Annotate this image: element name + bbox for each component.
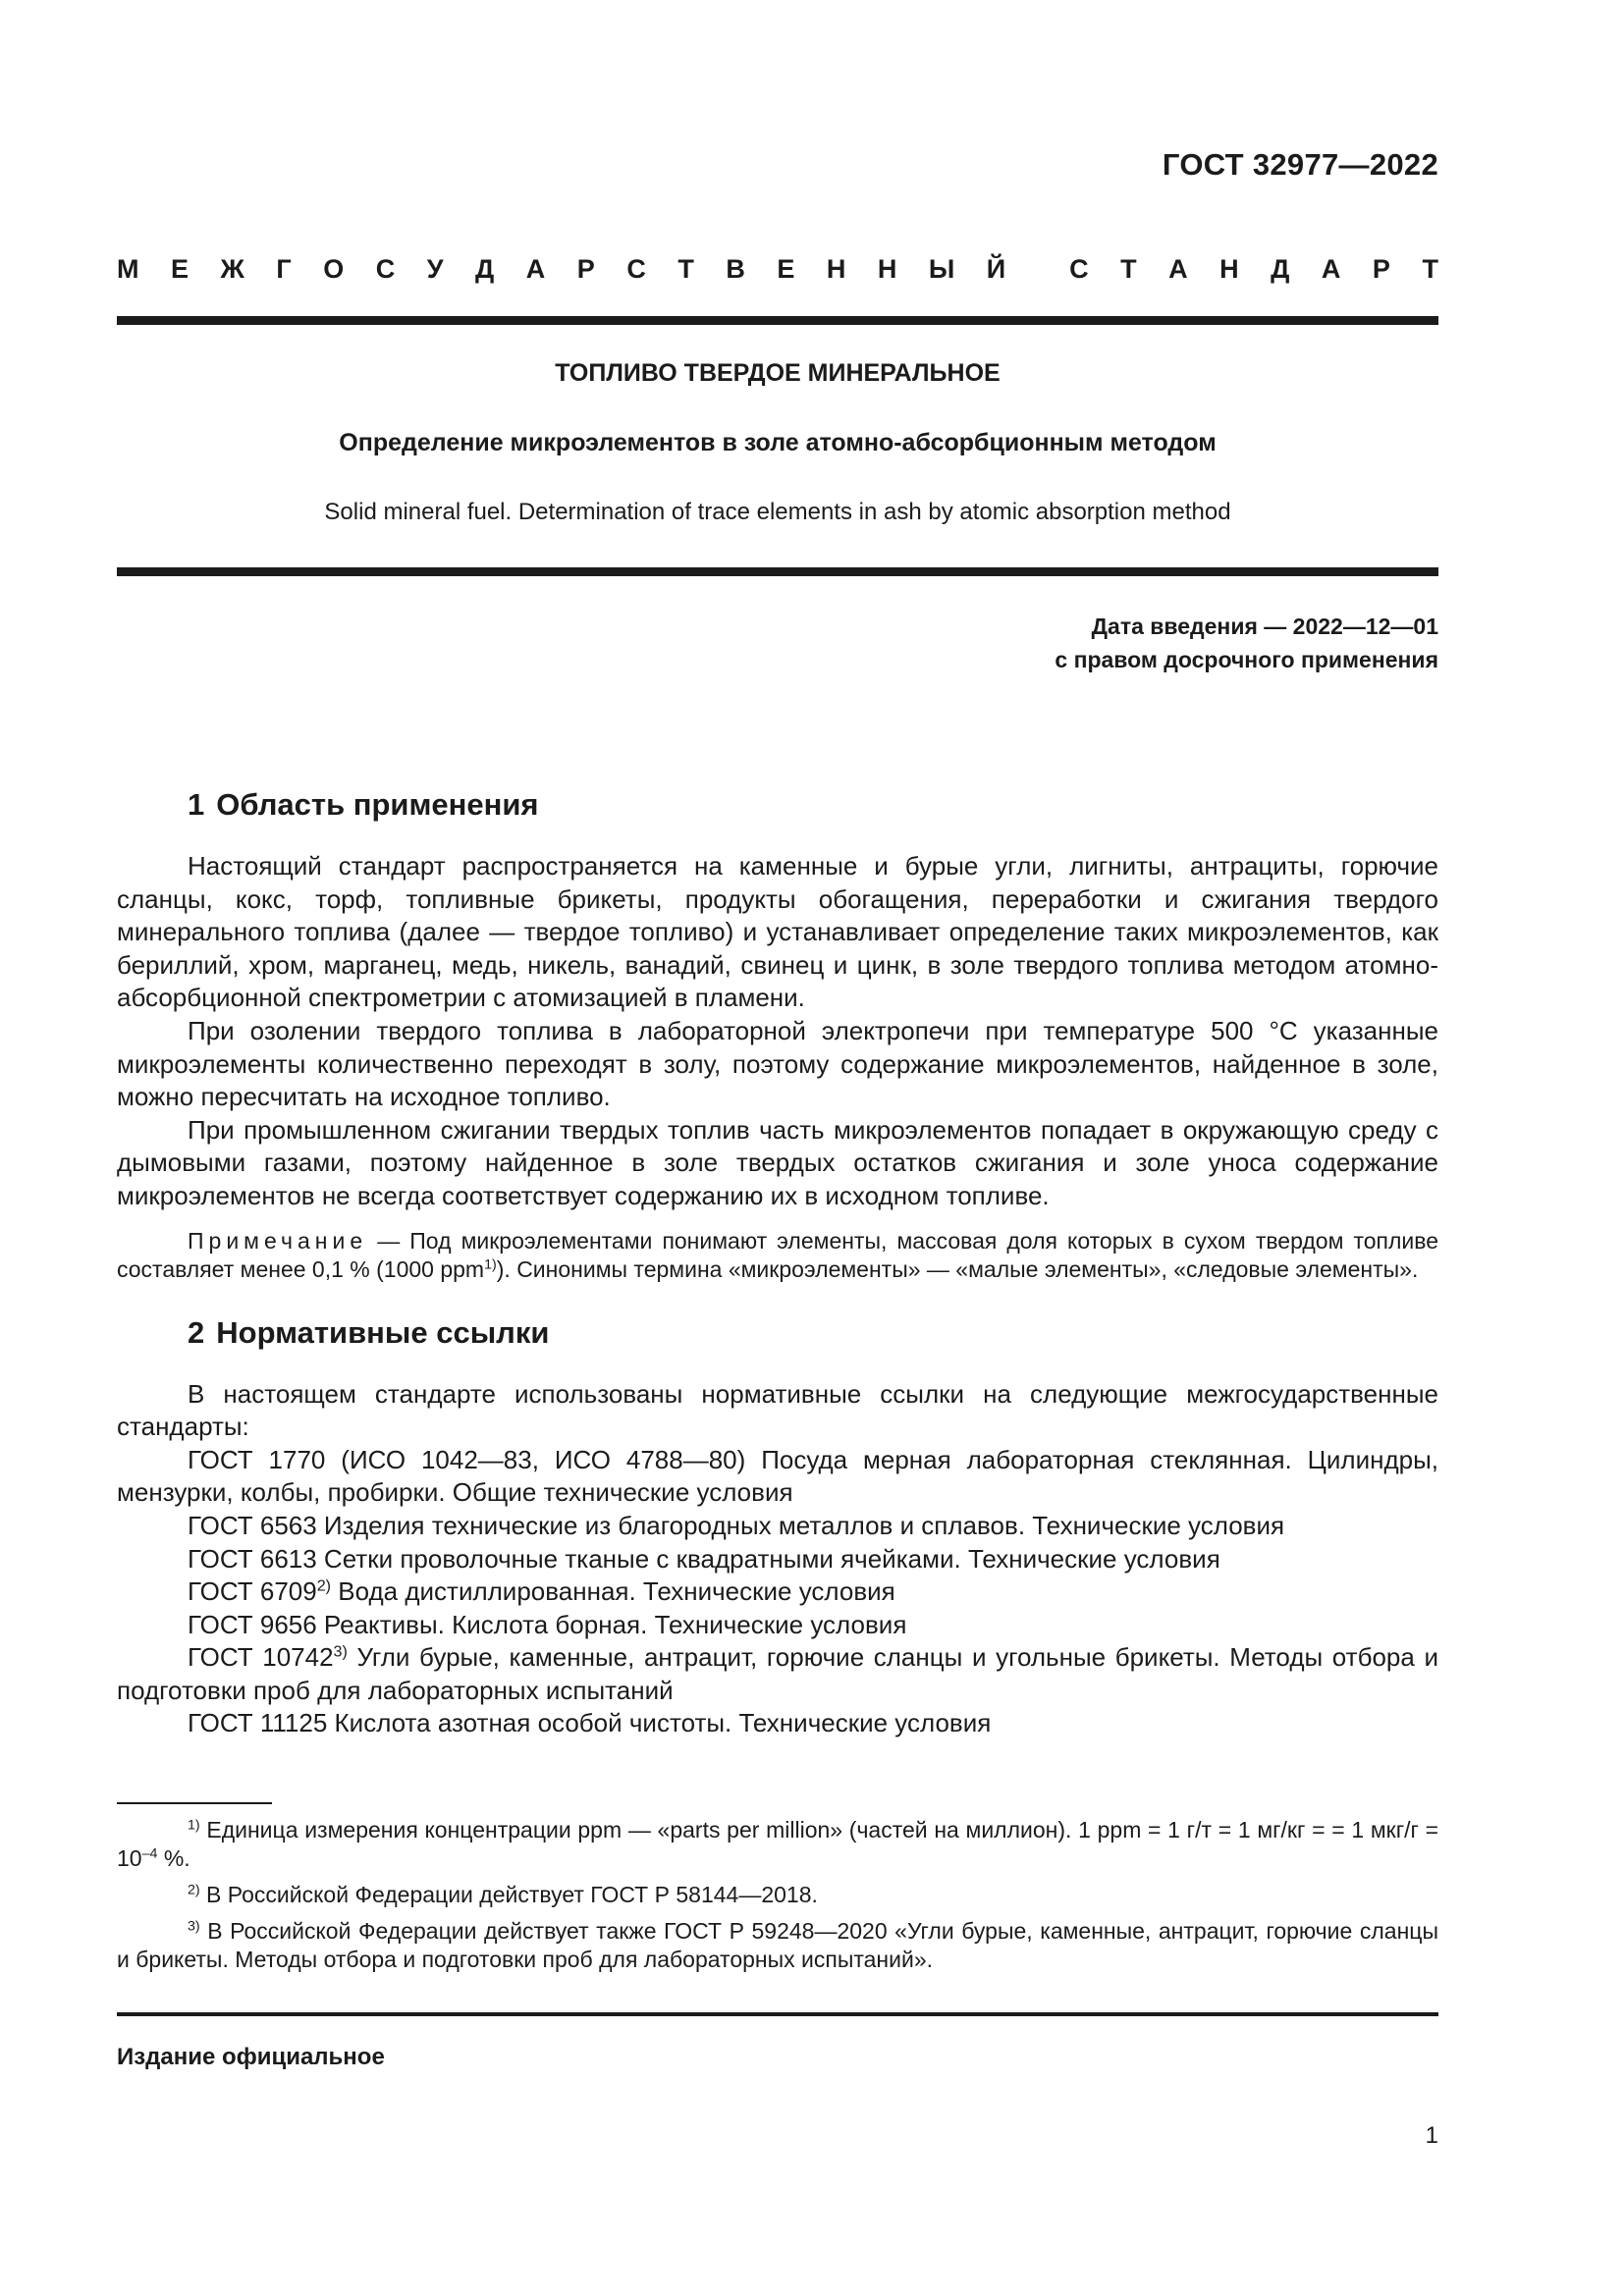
section-heading-scope xyxy=(188,785,1438,825)
document-title: ТОПЛИВО ТВЕРДОЕ МИНЕРАЛЬНОЕ xyxy=(555,359,1001,387)
standard-type-letter: А xyxy=(1321,254,1341,284)
standard-type-letter: В xyxy=(726,254,745,284)
official-edition-label: Издание официальное xyxy=(117,2044,385,2070)
standard-type-letter: Д xyxy=(475,254,495,284)
section-number: 2 xyxy=(188,1314,205,1350)
section-title: Нормативные ссылки xyxy=(216,1314,550,1350)
normative-reference xyxy=(117,1510,1438,1543)
standard-type-heading xyxy=(117,254,1438,285)
note-label: Примечание xyxy=(188,1227,368,1254)
standard-type-letter: Р xyxy=(1372,254,1390,284)
standard-type-letter: Н xyxy=(877,254,897,284)
reference-title: Вода дистиллированная. Технические условия xyxy=(331,1576,895,1607)
normative-reference xyxy=(117,1641,1438,1707)
document-number: ГОСТ 32977—2022 xyxy=(1162,147,1438,182)
document-title-english: Solid mineral fuel. Determination of trace elements in ash by atomic absorption method xyxy=(324,499,1231,525)
introduction-date: Дата введения — 2022—12—01 xyxy=(1091,614,1438,639)
footer-divider xyxy=(117,2012,1438,2016)
note-text: — Под микроэлементами понимают элементы, массовая доля которых в сухом твердом топливе составляет менее 0,1 % (1000 ppm xyxy=(117,1227,1438,1282)
section-title: Область применения xyxy=(216,787,539,822)
normative-reference xyxy=(117,1609,1438,1642)
footnote-reference: 3) xyxy=(333,1642,348,1661)
footnote-text: Единица измерения концентрации ppm — «parts per million» (частей на миллион). 1 ppm = 1 г/т = 1 мг/кг = = 1 мкг/г = 10 xyxy=(117,1817,1438,1871)
reference-title: Кислота азотная особой чистоты. Технические условия xyxy=(327,1708,992,1738)
section-number: 1 xyxy=(188,787,205,822)
reference-code: ГОСТ 1770 xyxy=(188,1444,326,1474)
normative-reference xyxy=(117,1707,1438,1740)
footnote-separator xyxy=(117,1802,272,1804)
footnote-text: %. xyxy=(157,1845,190,1871)
footnote-mark: 2) xyxy=(188,1882,200,1898)
standard-type-letter: Т xyxy=(677,254,694,284)
paragraph: При озолении твердого топлива в лабораторной электропечи при температуре 500 °С указанные микроэлементы количественно переходят в золу, поэтому содержание микроэлементов, найденное в золе, можно пересчитать на исходное топливо. xyxy=(117,1015,1438,1112)
header-divider xyxy=(117,316,1438,325)
reference-title: Изделия технические из благородных металлов и сплавов. Технические условия xyxy=(316,1510,1285,1540)
footnote-text: В Российской Федерации действует ГОСТ Р 58144—2018. xyxy=(199,1882,818,1907)
standard-type-letter: Г xyxy=(276,254,292,284)
paragraph: Настоящий стандарт распространяется на каменные и бурые угли, лигниты, антрациты, горючие сланцы, кокс, торф, топливные брикеты, продукты обогащения, переработки и сжигания твердого минерального топлива (далее — твердое топливо) и устанавливает определение таких микроэлементов, как бериллий, хром, марганец, медь, никель, ванадий, свинец и цинк, в золе твердого топлива методом атомно-абсорбционной спектрометрии с атомизацией в пламени. xyxy=(117,851,1438,1013)
footnote-mark: 3) xyxy=(188,1918,200,1935)
standard-type-letter: М xyxy=(117,254,139,284)
standard-type-letter: А xyxy=(525,254,546,284)
standard-type-letter: С xyxy=(1069,254,1089,284)
standard-type-letter: Е xyxy=(777,254,795,284)
reference-code: ГОСТ 9656 xyxy=(188,1609,317,1639)
standard-type-letter: Н xyxy=(1219,254,1239,284)
reference-title: Реактивы. Кислота борная. Технические условия xyxy=(316,1609,907,1639)
standard-type-letter: Т xyxy=(1422,254,1438,284)
standard-type-letter: С xyxy=(375,254,396,284)
standard-type-letter: Н xyxy=(826,254,846,284)
standard-type-letter: Т xyxy=(1120,254,1137,284)
standard-type-letter: А xyxy=(1168,254,1188,284)
reference-title: Сетки проволочные тканые с квадратными ячейками. Технические условия xyxy=(316,1543,1220,1574)
standard-type-letter: О xyxy=(323,254,345,284)
footnote-mark: 1) xyxy=(188,1817,200,1834)
page-number: 1 xyxy=(1425,2122,1438,2149)
document-body xyxy=(117,785,1438,1740)
standard-type-letter: У xyxy=(426,254,444,284)
document-subtitle: Определение микроэлементов в золе атомно-абсорбционным методом xyxy=(339,429,1217,456)
reference-code: ГОСТ 6613 xyxy=(188,1543,317,1574)
reference-code: ГОСТ 11125 xyxy=(188,1708,328,1738)
note xyxy=(117,1227,1438,1284)
early-application-note: с правом досрочного применения xyxy=(1055,647,1438,672)
paragraph: В настоящем стандарте использованы нормативные ссылки на следующие межгосударственные стандарты: xyxy=(117,1378,1438,1442)
normative-reference xyxy=(117,1444,1438,1510)
standard-type-letter: С xyxy=(626,254,646,284)
normative-reference xyxy=(117,1543,1438,1576)
footnote-text: В Российской Федерации действует также ГОСТ Р 59248—2020 «Угли бурые, каменные, антрацит, горючие сланцы и брикеты. Методы отбора и подготовки проб для лабораторных испытаний». xyxy=(117,1918,1438,1972)
introduction-date-block xyxy=(1055,610,1438,676)
footnotes xyxy=(117,1816,1438,1982)
reference-title: (ИСО 1042—83, ИСО 4788—80) Посуда мерная лабораторная стеклянная. Цилиндры, мензурки, колбы, пробирки. Общие технические условия xyxy=(117,1444,1438,1508)
footnote-reference: 1) xyxy=(484,1255,497,1272)
reference-code: ГОСТ 6709 xyxy=(188,1576,317,1607)
standard-type-letter: Д xyxy=(1271,254,1290,284)
section-heading-references xyxy=(188,1313,1438,1353)
reference-code: ГОСТ 6563 xyxy=(188,1510,317,1540)
note-text: ). Синонимы термина «микроэлементы» — «малые элементы», «следовые элементы». xyxy=(496,1255,1419,1282)
paragraph: При промышленном сжигании твердых топлив часть микроэлементов попадает в окружающую среду с дымовыми газами, поэтому найденное в золе твердых остатков сжигания и золе уноса содержание микроэлементов не всегда соответствует содержанию их в исходном топливе. xyxy=(117,1114,1438,1210)
standard-type-letter: Й xyxy=(986,254,1006,284)
standard-type-letter: Р xyxy=(576,254,595,284)
exponent: –4 xyxy=(141,1845,158,1862)
footnote xyxy=(117,1917,1438,1974)
standard-type-letter: Ы xyxy=(928,254,955,284)
title-divider xyxy=(117,567,1438,576)
footnote-reference: 2) xyxy=(316,1576,332,1595)
footnote xyxy=(117,1881,1438,1909)
standard-type-letter: Ж xyxy=(220,254,244,284)
standard-type-letter: Е xyxy=(171,254,189,284)
footnote xyxy=(117,1816,1438,1873)
reference-code: ГОСТ 10742 xyxy=(188,1642,334,1673)
normative-reference xyxy=(117,1575,1438,1609)
reference-title: Угли бурые, каменные, антрацит, горючие сланцы и угольные брикеты. Методы отбора и подготовки проб для лабораторных испытаний xyxy=(117,1642,1438,1705)
